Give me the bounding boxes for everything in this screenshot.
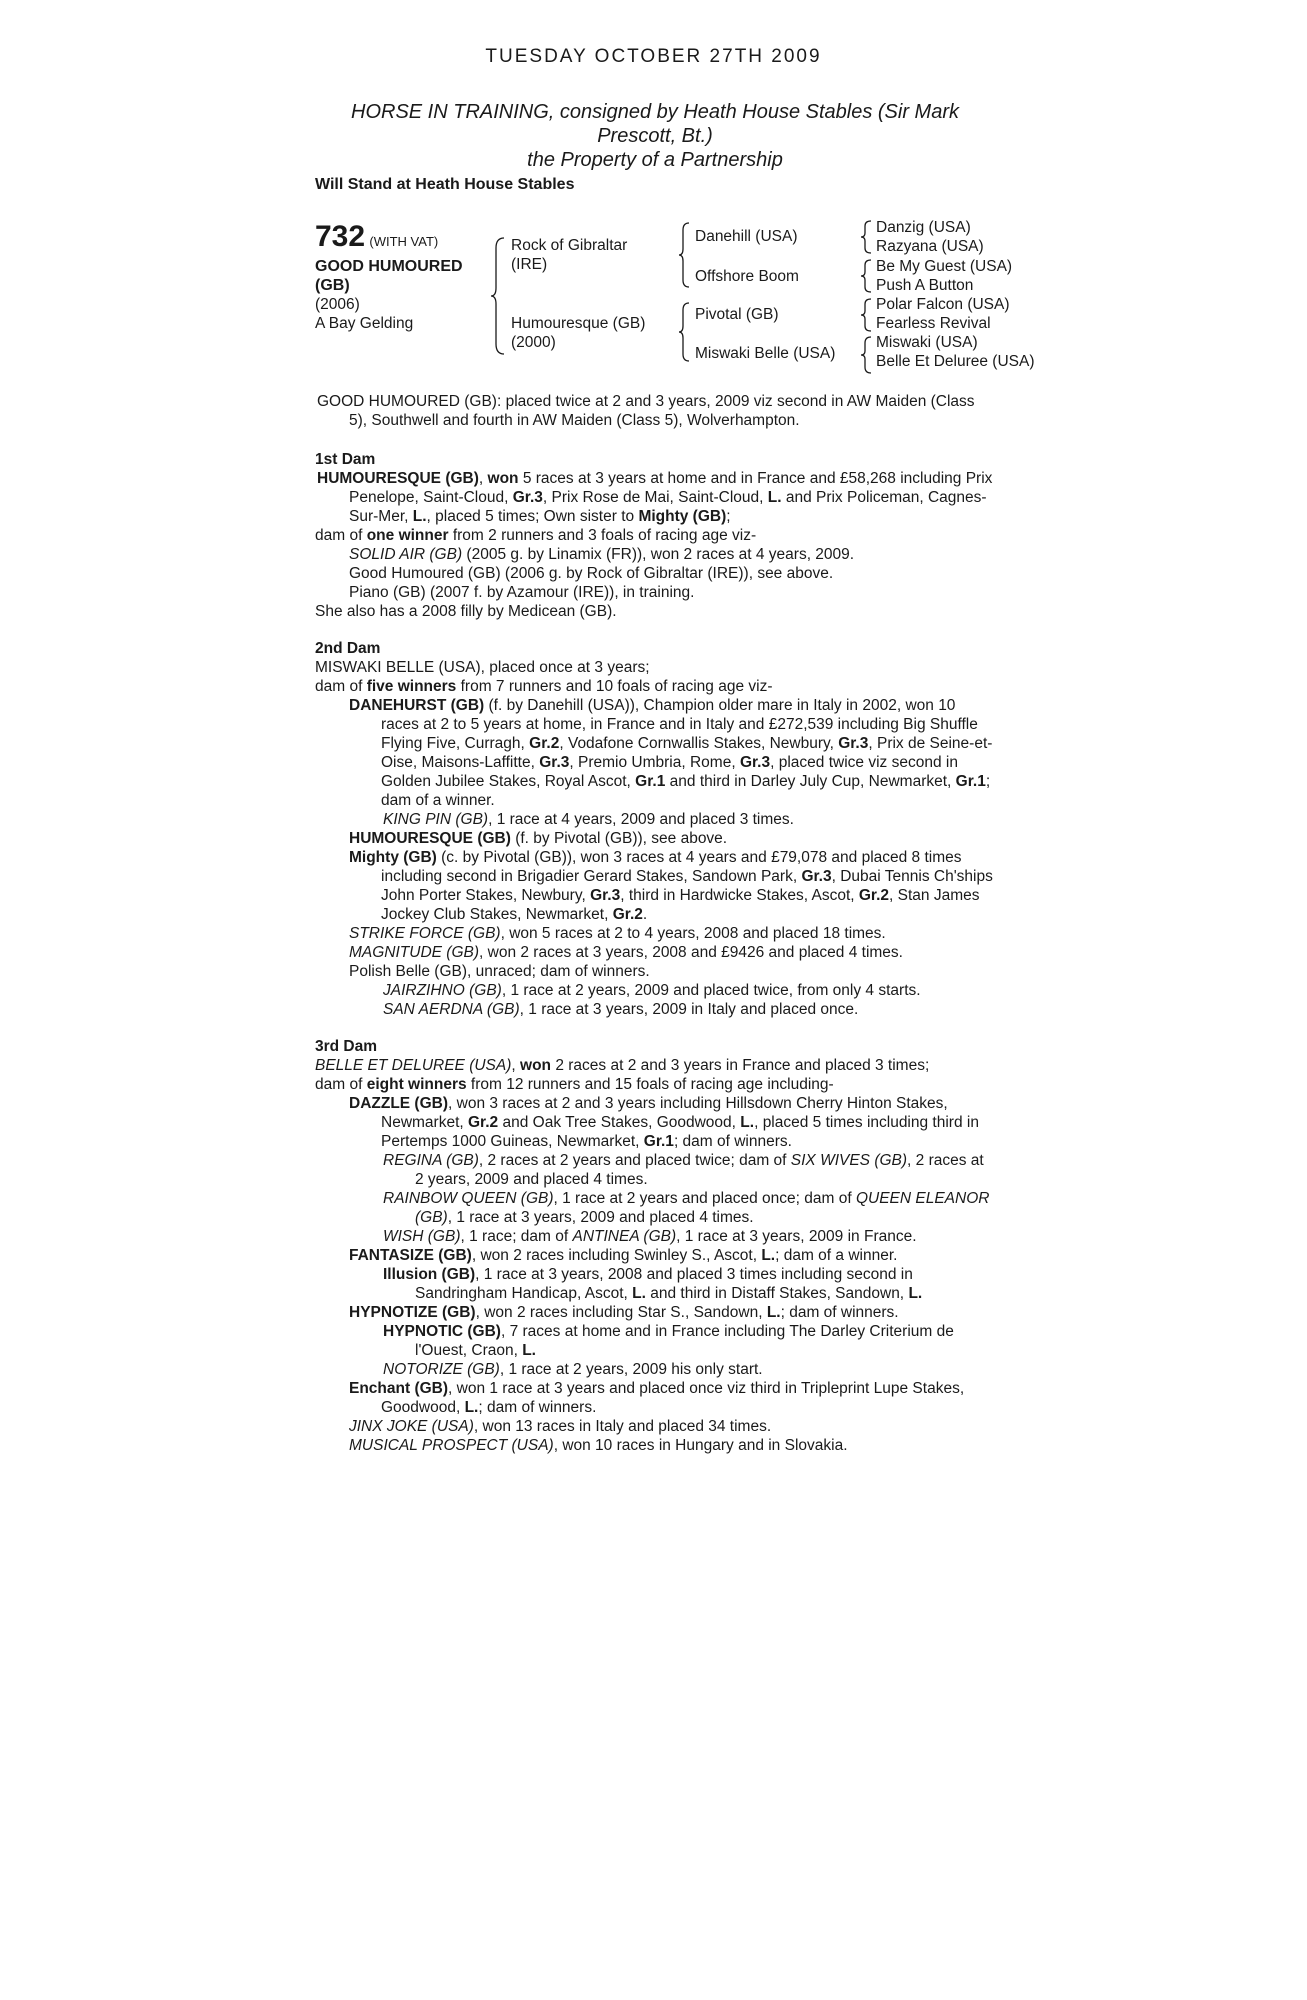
produce-entry — [315, 545, 995, 564]
produce-text: , 2 races at 2 years, 2009 and placed 4 times. — [415, 1152, 984, 1188]
lot-number: 732 — [315, 220, 366, 253]
produce-entry — [315, 1151, 995, 1189]
horse-description: A Bay Gelding — [315, 315, 414, 332]
horse-summary: GOOD HUMOURED (GB): placed twice at 2 and 3 years, 2009 viz second in AW Maiden (Class 5), Southwell and fourth in AW Maiden (Class 5), Wolverhampton. — [317, 393, 975, 429]
produce-text: (c. by Pivotal (GB)), won 3 races at 4 years and £79,078 and placed 8 times including second in Brigadier Gerard Stakes, Sandown Park, — [381, 849, 962, 885]
produce-name: HYPNOTIZE (GB) — [349, 1304, 476, 1321]
winners-count: one winner — [366, 527, 449, 544]
produce-entry — [315, 924, 995, 943]
listed-label: L. — [766, 1304, 781, 1321]
produce-text: , 1 race at 3 years, 2009 in Italy and placed once. — [519, 1001, 859, 1018]
pedigree-brace-7 — [860, 336, 874, 374]
produce-text: , 1 race at 2 years, 2009 and placed twice, from only 4 starts. — [501, 982, 921, 999]
separator: , — [511, 1057, 521, 1074]
second-dam-produce-summary — [315, 677, 995, 696]
vat-note: (WITH VAT) — [369, 234, 439, 249]
produce-name: REGINA (GB) — [383, 1152, 479, 1169]
produce-text: , won 2 races at 3 years, 2008 and £9426 and placed 4 times. — [479, 944, 903, 961]
produce-entry: Polish Belle (GB), unraced; dam of winners. — [349, 963, 650, 980]
grade-label: Gr.1 — [643, 1133, 674, 1150]
second-dam-record: MISWAKI BELLE (USA), placed once at 3 years; — [315, 659, 650, 676]
grade-label: Gr.3 — [539, 754, 570, 771]
produce-entry — [315, 981, 995, 1000]
produce-text: , won 5 races at 2 to 4 years, 2008 and placed 18 times. — [500, 925, 886, 942]
produce-entry — [315, 1322, 995, 1360]
dam-dam-name: Miswaki Belle (USA) — [695, 345, 836, 362]
produce-name: DAZZLE (GB) — [349, 1095, 449, 1112]
heading-line-1: HORSE IN TRAINING, consigned by Heath House Stables (Sir Mark — [351, 101, 959, 123]
dam-name: Humouresque (GB) — [511, 315, 646, 332]
catalogue-body — [315, 392, 995, 1455]
heading-line-3: the Property of a Partnership — [527, 149, 783, 171]
produce-name: STRIKE FORCE (GB) — [349, 925, 501, 942]
listed-label: L. — [761, 1247, 776, 1264]
first-dam-text: and Prix Policeman, Cagnes-Sur-Mer, — [349, 489, 987, 525]
produce-entry — [315, 943, 995, 962]
produce-name: HUMOURESQUE (GB) — [349, 830, 511, 847]
pedigree-brace-4 — [860, 220, 874, 254]
produce-text: and third in Darley July Cup, Newmarket, — [665, 773, 956, 790]
produce-text: , 1 race; dam of — [460, 1228, 573, 1245]
sire-dam-name: Offshore Boom — [695, 268, 799, 285]
produce-text: , Vodafone Cornwallis Stakes, Newbury, — [559, 735, 839, 752]
third-dam-record — [315, 1056, 995, 1075]
dam-of-text: from 2 runners and 3 foals of racing age viz- — [448, 527, 757, 544]
produce-entry — [315, 1265, 995, 1303]
pedigree-brace-1 — [490, 236, 510, 356]
produce-name: DANEHURST (GB) — [349, 697, 485, 714]
dam-of-text: dam of — [315, 1076, 367, 1093]
produce-entry — [315, 1189, 995, 1227]
first-dam-name: HUMOURESQUE (GB) — [317, 470, 479, 487]
produce-text: , Prix de Seine-et-Oise, Maisons-Laffitte, — [381, 735, 993, 771]
grade-label: Gr.3 — [838, 735, 869, 752]
produce-entry — [315, 1000, 995, 1019]
grade-label: Gr.3 — [590, 887, 621, 904]
produce-text: (f. by Pivotal (GB)), see above. — [510, 830, 728, 847]
won-label: won — [520, 1057, 552, 1074]
dam-of-text: dam of — [315, 527, 367, 544]
first-dam-text: ; — [726, 508, 731, 525]
grade-label: Gr.1 — [635, 773, 666, 790]
dam-year: (2000) — [511, 334, 556, 351]
produce-name: MAGNITUDE (GB) — [349, 944, 480, 961]
produce-text: , 1 race at 2 years, 2009 his only start. — [499, 1361, 763, 1378]
pedigree-brace-5 — [860, 259, 874, 293]
produce-text: , won 2 races including Star S., Sandown, — [475, 1304, 767, 1321]
produce-text: , won 2 races including Swinley S., Ascot, — [471, 1247, 762, 1264]
ancestor-6: Fearless Revival — [876, 315, 991, 332]
produce-name: WISH (GB) — [383, 1228, 461, 1245]
produce-name: MUSICAL PROSPECT (USA) — [349, 1437, 554, 1454]
produce-entry — [315, 848, 995, 924]
produce-name: QUEEN ELEANOR (GB) — [415, 1190, 990, 1226]
produce-text: . — [642, 906, 648, 923]
produce-name: JINX JOKE (USA) — [349, 1418, 474, 1435]
sire-name: Rock of Gibraltar — [511, 237, 628, 254]
produce-text: , won 3 races at 2 and 3 years including Hillsdown Cherry Hinton Stakes, Newmarket, — [381, 1095, 948, 1131]
pedigree-brace-3 — [678, 302, 692, 362]
ancestor-8: Belle Et Deluree (USA) — [876, 353, 1035, 370]
listed-label: L. — [464, 1399, 479, 1416]
ancestor-2: Razyana (USA) — [876, 238, 984, 255]
produce-name: ANTINEA (GB) — [572, 1228, 677, 1245]
produce-text: ; dam of winners. — [478, 1399, 597, 1416]
horse-name: GOOD HUMOURED — [315, 258, 463, 275]
sibling-name: Mighty (GB) — [638, 508, 727, 525]
produce-text: , 1 race at 2 years and placed once; dam of — [553, 1190, 856, 1207]
produce-text: ; dam of winners. — [673, 1133, 792, 1150]
produce-text: (f. by Danehill (USA)), Champion older mare in Italy in 2002, won 10 races at 2 to 5 years at home, in France and in Italy and £272,539 including Big Shuffle Flying Five, Curragh, — [381, 697, 978, 752]
produce-text: , 1 race at 4 years, 2009 and placed 3 times. — [488, 811, 794, 828]
produce-entry — [315, 1436, 995, 1455]
produce-name: RAINBOW QUEEN (GB) — [383, 1190, 554, 1207]
produce-text: , 1 race at 3 years, 2008 and placed 3 times including second in Sandringham Handicap, Ascot, — [415, 1266, 913, 1302]
produce-text: , Stan James Jockey Club Stakes, Newmarket, — [381, 887, 980, 923]
produce-entry — [315, 1417, 995, 1436]
dam-of-text: dam of — [315, 678, 367, 695]
produce-text: ; dam of a winner. — [775, 1247, 898, 1264]
produce-name: Enchant (GB) — [349, 1380, 449, 1397]
dam-of-text: from 7 runners and 10 foals of racing age viz- — [456, 678, 773, 695]
grade-label: Gr.2 — [529, 735, 560, 752]
produce-text: , 2 races at 2 years and placed twice; dam of — [478, 1152, 791, 1169]
listed-label: L. — [767, 489, 782, 506]
produce-entry — [315, 1246, 995, 1265]
produce-entry — [315, 1360, 995, 1379]
first-dam-title: 1st Dam — [315, 451, 376, 468]
pedigree-brace-2 — [678, 222, 692, 288]
sire-country: (IRE) — [511, 256, 548, 273]
produce-entry — [315, 1303, 995, 1322]
produce-text: , Dubai Tennis Ch'ships John Porter Stakes, Newbury, — [381, 868, 993, 904]
ancestor-5: Polar Falcon (USA) — [876, 296, 1010, 313]
listed-label: L. — [412, 508, 427, 525]
produce-entry — [315, 696, 995, 810]
third-dam-produce-summary — [315, 1075, 995, 1094]
first-dam-produce-summary — [315, 526, 995, 545]
produce-name: Mighty (GB) — [349, 849, 437, 866]
ancestor-1: Danzig (USA) — [876, 219, 971, 236]
first-dam-text: , Prix Rose de Mai, Saint-Cloud, — [542, 489, 768, 506]
third-dam-name: BELLE ET DELUREE (USA) — [315, 1057, 512, 1074]
produce-name: JAIRZIHNO (GB) — [383, 982, 502, 999]
produce-entry: Piano (GB) (2007 f. by Azamour (IRE)), in training. — [349, 584, 695, 601]
winners-count: eight winners — [366, 1076, 467, 1093]
dam-of-text: from 12 runners and 15 foals of racing age including- — [466, 1076, 834, 1093]
produce-text: , placed twice viz second in Golden Jubilee Stakes, Royal Ascot, — [381, 754, 958, 790]
produce-entry: Good Humoured (GB) (2006 g. by Rock of Gibraltar (IRE)), see above. — [349, 565, 834, 582]
produce-entry — [315, 829, 995, 848]
listed-label: L. — [632, 1285, 646, 1302]
produce-name: FANTASIZE (GB) — [349, 1247, 472, 1264]
horse-country: (GB) — [315, 277, 350, 294]
grade-label: Gr.2 — [612, 906, 643, 923]
produce-text: , 7 races at home and in France including The Darley Criterium de l'Ouest, Craon, — [415, 1323, 954, 1359]
produce-text: and third in Distaff Stakes, Sandown, — [645, 1285, 909, 1302]
ancestor-7: Miswaki (USA) — [876, 334, 978, 351]
stand-note: Will Stand at Heath House Stables — [315, 176, 575, 193]
grade-label: Gr.2 — [858, 887, 890, 904]
listed-label: L. — [522, 1342, 536, 1359]
produce-text: , won 13 races in Italy and placed 34 times. — [473, 1418, 772, 1435]
third-dam-title: 3rd Dam — [315, 1038, 378, 1055]
produce-name: Illusion (GB) — [383, 1266, 476, 1283]
produce-name: KING PIN (GB) — [383, 811, 489, 828]
produce-name: SAN AERDNA (GB) — [383, 1001, 520, 1018]
grade-label: Gr.3 — [801, 868, 832, 885]
grade-label: Gr.3 — [739, 754, 771, 771]
produce-entry — [315, 1379, 995, 1417]
produce-text: ; dam of winners. — [780, 1304, 899, 1321]
pedigree-brace-6 — [860, 298, 874, 332]
won-label: won — [487, 470, 519, 487]
produce-text: , 1 race at 3 years, 2009 in France. — [676, 1228, 917, 1245]
grade-label: Gr.1 — [955, 773, 986, 790]
produce-entry — [315, 1227, 995, 1246]
produce-text: and Oak Tree Stakes, Goodwood, — [498, 1114, 741, 1131]
sire-sire-name: Danehill (USA) — [695, 228, 798, 245]
produce-text: , won 10 races in Hungary and in Slovakia. — [553, 1437, 848, 1454]
produce-text: , placed 5 times including third in Pertemps 1000 Guineas, Newmarket, — [381, 1114, 979, 1150]
produce-name: SOLID AIR (GB) — [349, 546, 463, 563]
sale-date: TUESDAY OCTOBER 27TH 2009 — [485, 46, 822, 67]
produce-text: , 1 race at 3 years, 2009 and placed 4 times. — [447, 1209, 754, 1226]
ancestor-4: Push A Button — [876, 277, 974, 294]
produce-name: NOTORIZE (GB) — [383, 1361, 500, 1378]
lot-number-line — [315, 220, 438, 254]
first-dam-record: HUMOURESQUE (GB), won 5 races at 3 years at home and in France and £58,268 including Prix Penelope, Saint-Cloud, Gr.3, Prix Rose de Mai, Saint-Cloud, L. and Prix Policeman, Cagnes-Sur-Mer, L., placed 5 times; Own sister to Mighty (GB); — [317, 470, 993, 525]
produce-entry — [315, 810, 995, 829]
listed-label: L. — [908, 1285, 923, 1302]
produce-name: HYPNOTIC (GB) — [383, 1323, 501, 1340]
produce-name: SIX WIVES (GB) — [790, 1152, 908, 1169]
third-dam-text: 2 races at 2 and 3 years in France and placed 3 times; — [551, 1057, 930, 1074]
first-dam-text: 5 races at 3 years at home and in France and £58,268 including Prix Penelope, Saint-Cloud, — [349, 470, 993, 506]
produce-text: , third in Hardwicke Stakes, Ascot, — [620, 887, 859, 904]
grade-label: Gr.2 — [468, 1114, 499, 1131]
catalogue-heading — [330, 100, 980, 172]
produce-text: ; dam of a winner. — [381, 773, 991, 809]
produce-note: She also has a 2008 filly by Medicean (GB). — [315, 603, 617, 620]
winners-count: five winners — [366, 678, 457, 695]
produce-text: (2005 g. by Linamix (FR)), won 2 races at 4 years, 2009. — [462, 546, 855, 563]
dam-sire-name: Pivotal (GB) — [695, 306, 779, 323]
horse-year: (2006) — [315, 296, 360, 313]
ancestor-3: Be My Guest (USA) — [876, 258, 1013, 275]
listed-label: L. — [740, 1114, 755, 1131]
heading-line-2: Prescott, Bt.) — [597, 125, 713, 147]
produce-text: , won 1 race at 3 years and placed once viz third in Tripleprint Lupe Stakes, Goodwood, — [381, 1380, 965, 1416]
grade-label: Gr.3 — [512, 489, 543, 506]
first-dam-text: , placed 5 times; Own sister to — [426, 508, 639, 525]
produce-entry — [315, 1094, 995, 1151]
produce-text: , Premio Umbria, Rome, — [569, 754, 740, 771]
second-dam-title: 2nd Dam — [315, 640, 381, 657]
